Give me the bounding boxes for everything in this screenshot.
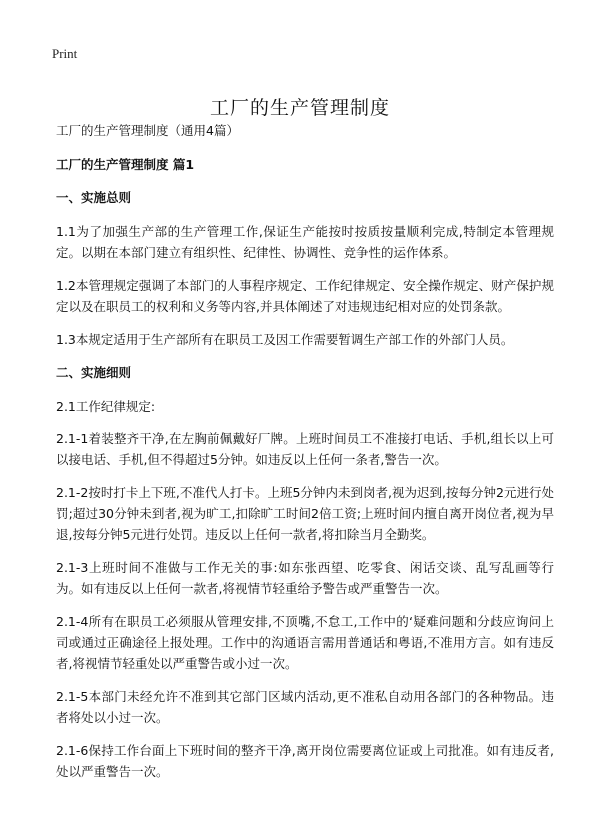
paragraph: 2.1-6保持工作台面上下班时间的整齐干净,离开岗位需要离位证或上司批准。如有违反者,处以严重警告一次。: [56, 743, 554, 779]
document-title: 工厂的生产管理制度: [209, 96, 390, 119]
paragraph: 2.1-2按时打卡上下班,不准代人打卡。上班5分钟内未到岗者,视为迟到,按每分钟2元进行处罚;超过30分钟未到者,视为旷工,扣除旷工时间2倍工资;上班时间内擅自离开岗位者,视为早退,按每分钟5元进行处罚。违反以上任何一款者,将扣除当月全勤奖。: [56, 485, 554, 542]
paragraph: 1.3本规定适用于生产部所有在职员工及因工作需要暂调生产部工作的外部门人员。: [56, 332, 514, 347]
paragraph: 1.2本管理规定强调了本部门的人事程序规定、工作纪律规定、安全操作规定、财产保护规定以及在职员工的权利和义务等内容,并具体阐述了对违规违纪相对应的处罚条款。: [56, 278, 554, 314]
document-body: [56, 120, 554, 794]
section-heading: 一、实施总则: [56, 190, 132, 205]
article-heading: 工厂的生产管理制度 篇1: [56, 157, 195, 172]
paragraph: 2.1-5本部门未经允许不准到其它部门区域内活动,更不准私自动用各部门的各种物品。违者将处以小过一次。: [56, 689, 554, 725]
paragraph: 2.1-3上班时间不准做与工作无关的事:如东张西望、吃零食、闲话交谈、乱写乱画等行为。如有违反以上任何一款者,将视情节轻重给予警告或严重警告一次。: [56, 560, 554, 596]
paragraph: 2.1-4所有在职员工必须服从管理安排,不顶嘴,不怠工,工作中的‘疑难问题和分歧应询问上司或通过正确途径上报处理。工作中的沟通语言需用普通话和粤语,不准用方言。如有违反者,将视情节轻重处以严重警告或小过一次。: [56, 614, 554, 671]
document-subtitle: 工厂的生产管理制度（通用4篇）: [56, 123, 239, 138]
paragraph: 2.1工作纪律规定:: [56, 399, 156, 414]
paragraph: 2.1-1着装整齐干净,在左胸前佩戴好厂牌。上班时间员工不准接打电话、手机,组长以上可以接电话、手机,但不得超过5分钟。如违反以上任何一条者,警告一次。: [56, 431, 554, 467]
section-heading: 二、实施细则: [56, 365, 132, 380]
paragraph: 1.1为了加强生产部的生产管理工作,保证生产能按时按质按量顺利完成,特制定本管理规定。以期在本部门建立有组织性、纪律性、协调性、竞争性的运作体系。: [56, 224, 554, 260]
print-label[interactable]: Print: [52, 46, 78, 61]
